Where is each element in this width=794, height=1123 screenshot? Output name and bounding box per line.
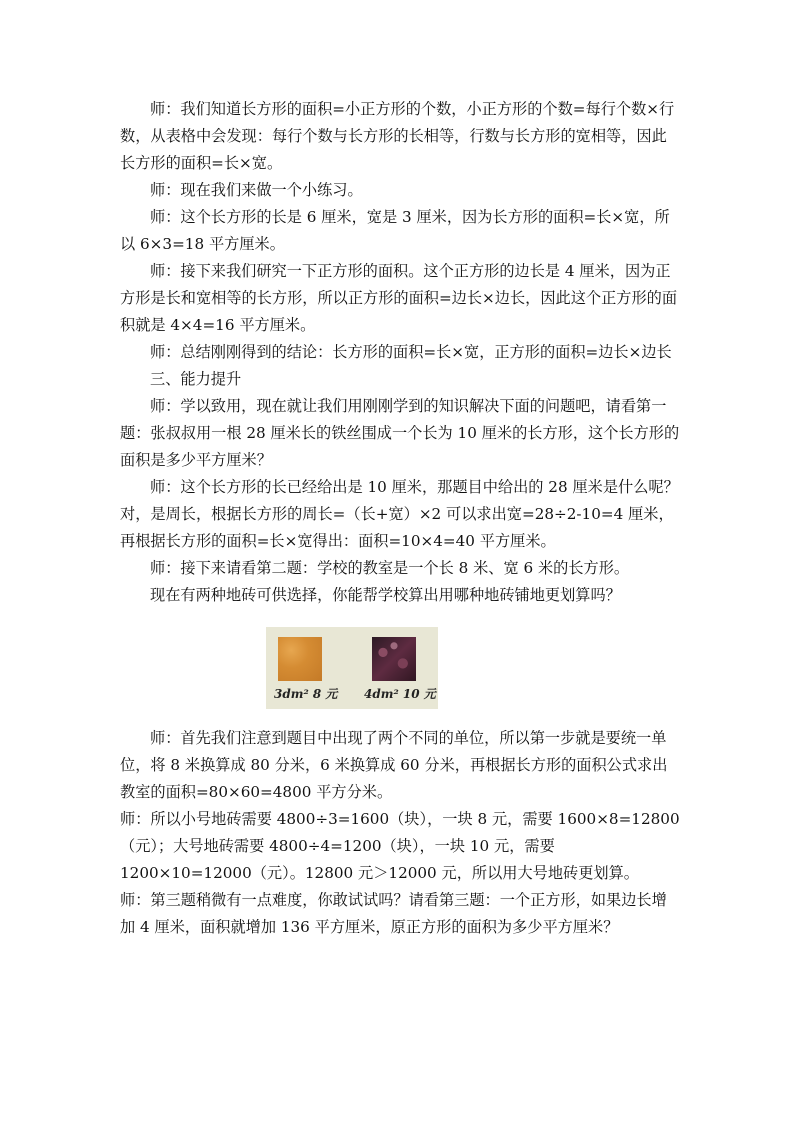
paragraph-tile-cost: 师：所以小号地砖需要 4800÷3=1600（块），一块 8 元，需要 1600×8=12800（元）；大号地砖需要 4800÷4=1200（块），一块 10 元，需要 1200×10=12000（元）。12800 元＞12000 元，所以用大号地砖更划算。 <box>120 810 680 882</box>
paragraph-summary: 师：总结刚刚得到的结论：长方形的面积=长×宽，正方形的面积=边长×边长 <box>150 343 672 361</box>
small-tile-image <box>278 637 322 681</box>
paragraph-answer-one: 师：这个长方形的长已经给出是 10 厘米，那题目中给出的 28 厘米是什么呢？对，是周长，根据长方形的周长=（长+宽）×2 可以求出宽=28÷2-10=4 厘米，再根据长方形的面积=长×宽得出：面积=10×4=40 平方厘米。 <box>120 478 679 550</box>
paragraph-question-three: 师：第三题稍微有一点难度，你敢试试吗？请看第三题：一个正方形，如果边长增加 4 厘米，面积就增加 136 平方厘米，原正方形的面积为多少平方厘米？ <box>120 891 667 936</box>
paragraph-square-area: 师：接下来我们研究一下正方形的面积。这个正方形的边长是 4 厘米，因为正方形是长和宽相等的长方形，所以正方形的面积=边长×边长，因此这个正方形的面积就是 4×4=16 平方厘米。 <box>120 262 678 334</box>
paragraph-practice-intro: 师：现在我们来做一个小练习。 <box>150 181 363 199</box>
paragraph-question-two: 师：接下来请看第二题：学校的教室是一个长 8 米、宽 6 米的长方形。 <box>150 559 630 577</box>
section-heading: 三、能力提升 <box>150 370 242 388</box>
paragraph-rectangle-example: 师：这个长方形的长是 6 厘米，宽是 3 厘米，因为长方形的面积=长×宽，所以 6×3=18 平方厘米。 <box>120 208 670 253</box>
paragraph-unit-conversion: 师：首先我们注意到题目中出现了两个不同的单位，所以第一步就是要统一单位，将 8 米换算成 80 分米，6 米换算成 60 分米，再根据长方形的面积公式求出教室的面积=80×60=4800 平方分米。 <box>120 729 668 801</box>
paragraph-tile-choice: 现在有两种地砖可供选择，你能帮学校算出用哪种地砖铺地更划算吗？ <box>150 586 621 604</box>
large-tile-image <box>372 637 416 681</box>
small-tile-caption: 3dm² 8 元 <box>274 687 338 701</box>
floor-tile-figure <box>266 627 438 709</box>
large-tile-caption: 4dm² 10 元 <box>364 687 436 701</box>
paragraph-question-one: 师：学以致用，现在就让我们用刚刚学到的知识解决下面的问题吧，请看第一题：张叔叔用一根 28 厘米长的铁丝围成一个长为 10 厘米的长方形，这个长方形的面积是多少平方厘米？ <box>120 397 680 469</box>
paragraph-area-formula: 师：我们知道长方形的面积=小正方形的个数，小正方形的个数=每行个数×行数，从表格中会发现：每行个数与长方形的长相等，行数与长方形的宽相等，因此长方形的面积=长×宽。 <box>120 100 675 172</box>
document-page <box>120 96 680 941</box>
